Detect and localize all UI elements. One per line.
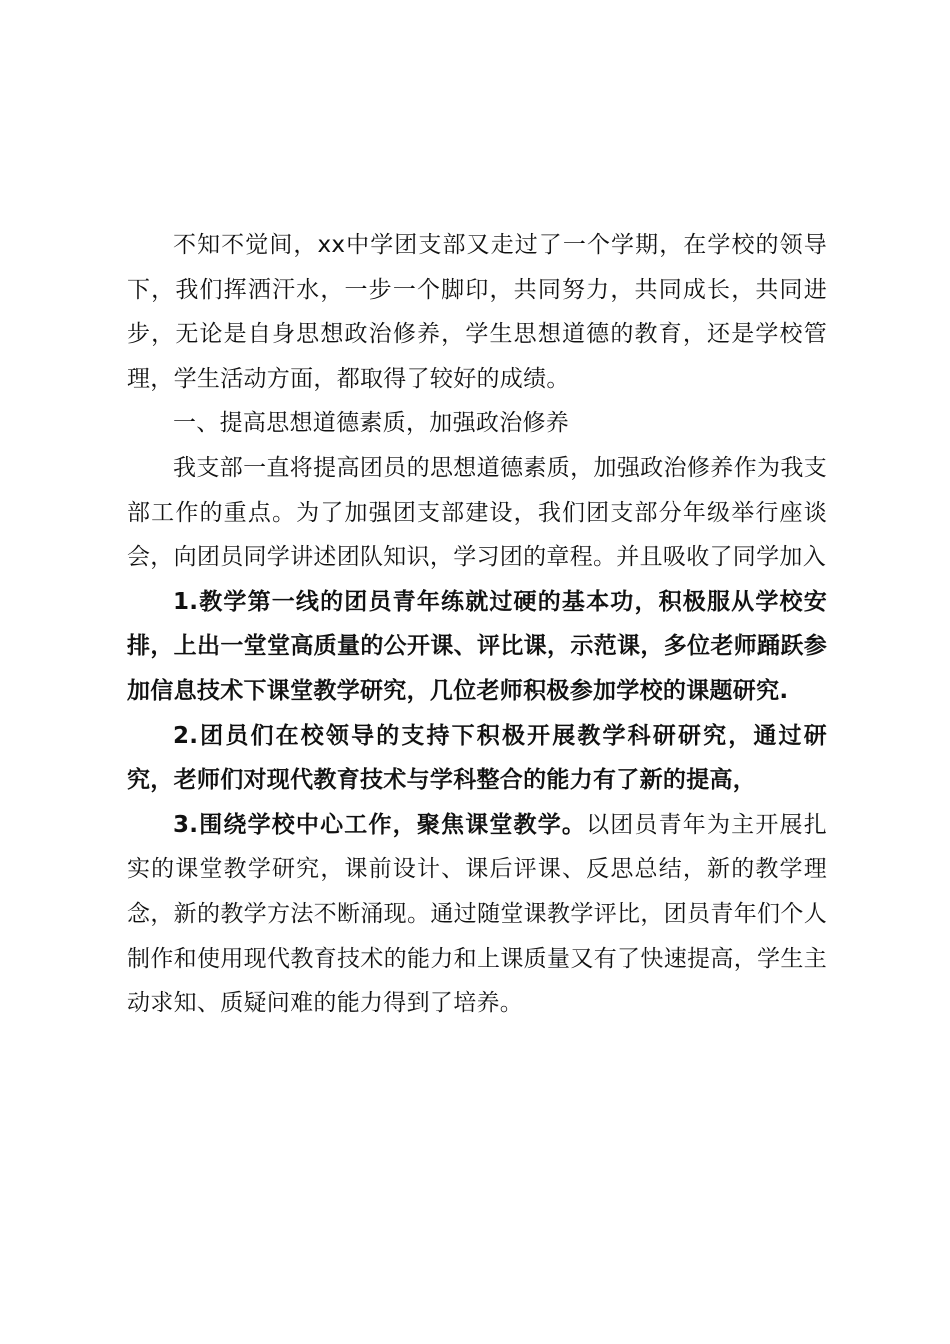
item-1-paragraph: 1.教学第一线的团员青年练就过硬的基本功，积极服从学校安排，上出一堂堂高质量的公开课、评比课，示范课，多位老师踊跃参加信息技术下课堂教学研究，几位老师积极参加学校的课题研究. bbox=[127, 588, 827, 704]
section-heading: 一、提高思想道德素质，加强政治修养 bbox=[173, 410, 570, 437]
intro-paragraph: 不知不觉间，xx中学团支部又走过了一个学期，在学校的领导下，我们挥洒汗水，一步一个脚印，共同努力，共同成长，共同进步，无论是自身思想政治修养，学生思想道德的教育，还是学校管理，学生活动方面，都取得了较好的成绩。 bbox=[127, 232, 827, 392]
document-body bbox=[127, 223, 827, 1026]
item-2-paragraph: 2.团员们在校领导的支持下积极开展教学科研研究，通过研究，老师们对现代教育技术与学科整合的能力有了新的提高， bbox=[127, 722, 827, 794]
item-3-lead: 3.围绕学校中心工作，聚焦课堂教学。 bbox=[173, 811, 587, 838]
section-paragraph: 我支部一直将提高团员的思想道德素质，加强政治修养作为我支部工作的重点。为了加强团支部建设，我们团支部分年级举行座谈会，向团员同学讲述团队知识，学习团的章程。并且吸收了同学加入 bbox=[127, 454, 827, 571]
item-3-body: 以团员青年为主开展扎实的课堂教学研究，课前设计、课后评课、反思总结，新的教学理念，新的教学方法不断涌现。通过随堂课教学评比，团员青年们个人制作和使用现代教育技术的能力和上课质量又有了快速提高，学生主动求知、质疑问难的能力得到了培养。 bbox=[127, 811, 828, 1017]
item-3-paragraph bbox=[127, 803, 827, 1026]
